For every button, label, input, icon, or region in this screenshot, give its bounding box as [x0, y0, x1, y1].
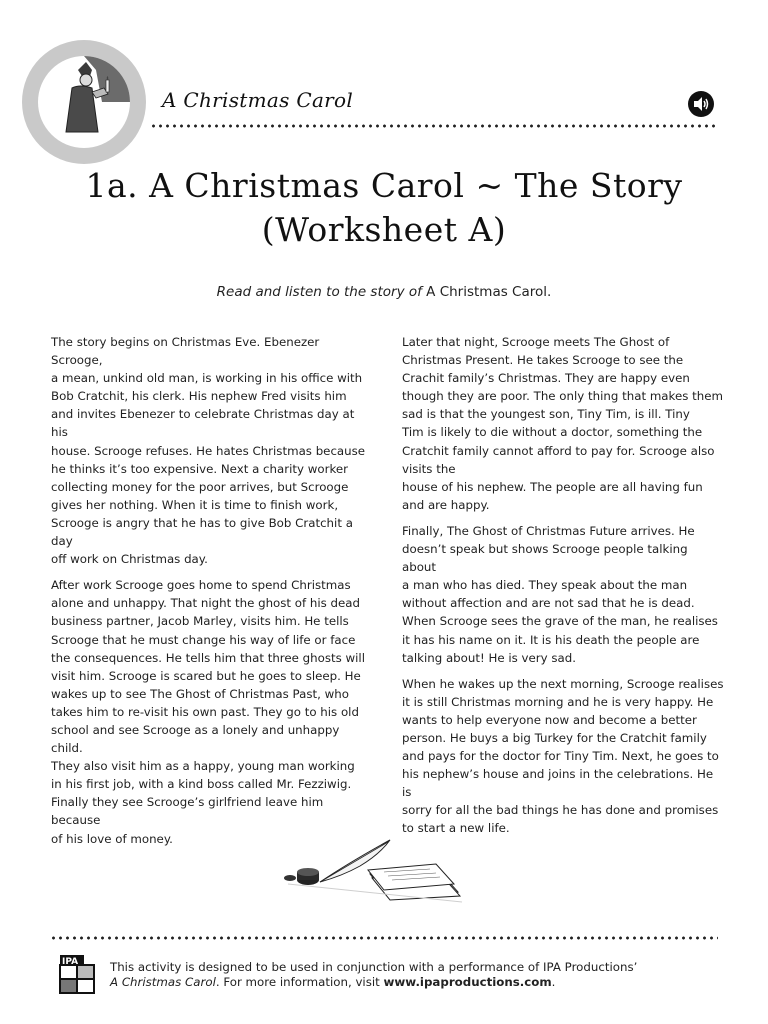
footer-note [110, 960, 637, 990]
worksheet-title-line1: 1a. A Christmas Carol ~ The Story [85, 166, 683, 205]
speaker-icon [693, 97, 709, 111]
header-title: A Christmas Carol [162, 88, 354, 112]
dotted-divider-top [150, 124, 718, 128]
worksheet-title [40, 164, 728, 252]
footer-line1: This activity is designed to be used in conjunction with a performance of IPA Productions’ [110, 960, 638, 974]
audio-play-button[interactable] [688, 91, 714, 117]
ipa-logo [58, 955, 96, 995]
story-paragraph: The story begins on Christmas Eve. Ebenezer Scrooge, a mean, unkind old man, is working in his office with Bob Cratchit, his clerk. His nephew Fred visits him and invites Ebenezer to celebrate Christmas day at his house. Scrooge refuses. He hates Christmas because he thinks it’s too expensive. Next a charity worker collecting money for the poor arrives, but Scrooge gives her nothing. When it is time to finish work, Scrooge is angry that he has to give Bob Cratchit a day off work on Christmas day. [51, 335, 366, 567]
footer-line2-mid: . For more information, visit [215, 975, 384, 989]
story-column-left [51, 333, 373, 856]
quill-and-papers-illustration [280, 832, 470, 912]
story-paragraph: After work Scrooge goes home to spend Christmas alone and unhappy. That night the ghost of his dead business partner, Jacob Marley, visits him. He tells Scrooge that he must change his way of life or face the consequences. He tells him that three ghosts will visit him. Scrooge is scared but he goes to sleep. He wakes up to see The Ghost of Christmas Past, who takes him to re-visit his own past. They go to his old school and see Scrooge as a lonely and unhappy child. They also visit him as a happy, young man working in his first job, with a kind boss called Mr. Fezziwig. Finally they see Scrooge’s girlfriend leave him because of his love of money. [51, 578, 365, 846]
intro-before: Read and listen to the story of [216, 284, 427, 300]
ipa-logo-text: IPA [62, 957, 79, 967]
intro-instruction [0, 284, 768, 300]
intro-book-title: A Christmas Carol [426, 284, 548, 300]
intro-after: . [547, 284, 552, 300]
dotted-divider-bottom [50, 936, 718, 940]
scrooge-logo-illustration [22, 40, 146, 164]
footer-line2-end: . [551, 975, 556, 989]
story-paragraph: Finally, The Ghost of Christmas Future arrives. He doesn’t speak but shows Scrooge people talking about a man who has died. They speak about the man without affection and are not sad that he is dead. When Scrooge sees the grave of the man, he realises it has his name on it. It is his death the people are talking about! He is very sad. [402, 523, 718, 665]
worksheet-title-line2: (Worksheet A) [261, 210, 507, 249]
footer-website-link[interactable]: www.ipaproductions.com [383, 975, 552, 989]
footer-line2 [110, 975, 637, 990]
story-paragraph: Later that night, Scrooge meets The Ghost of Christmas Present. He takes Scrooge to see the Crachit family’s Christmas. They are happy even though they are poor. The only thing that makes them sad is that the youngest son, Tiny Tim, is ill. Tiny Tim is likely to die without a doctor, something the Cratchit family cannot afford to pay for. Scrooge also visits the house of his nephew. The people are all having fun and are happy. [402, 335, 723, 512]
footer-book-title: A Christmas Carol [110, 975, 216, 989]
story-paragraph: When he wakes up the next morning, Scrooge realises it is still Christmas morning and he is very happy. He wants to help everyone now and become a better person. He buys a big Turkey for the Cratchit family and pays for the doctor for Tiny Tim. Next, he goes to his nephew’s house and joins in the celebrations. He is sorry for all the bad things he has done and promises to start a new life. [402, 676, 724, 836]
story-column-right [402, 333, 724, 846]
